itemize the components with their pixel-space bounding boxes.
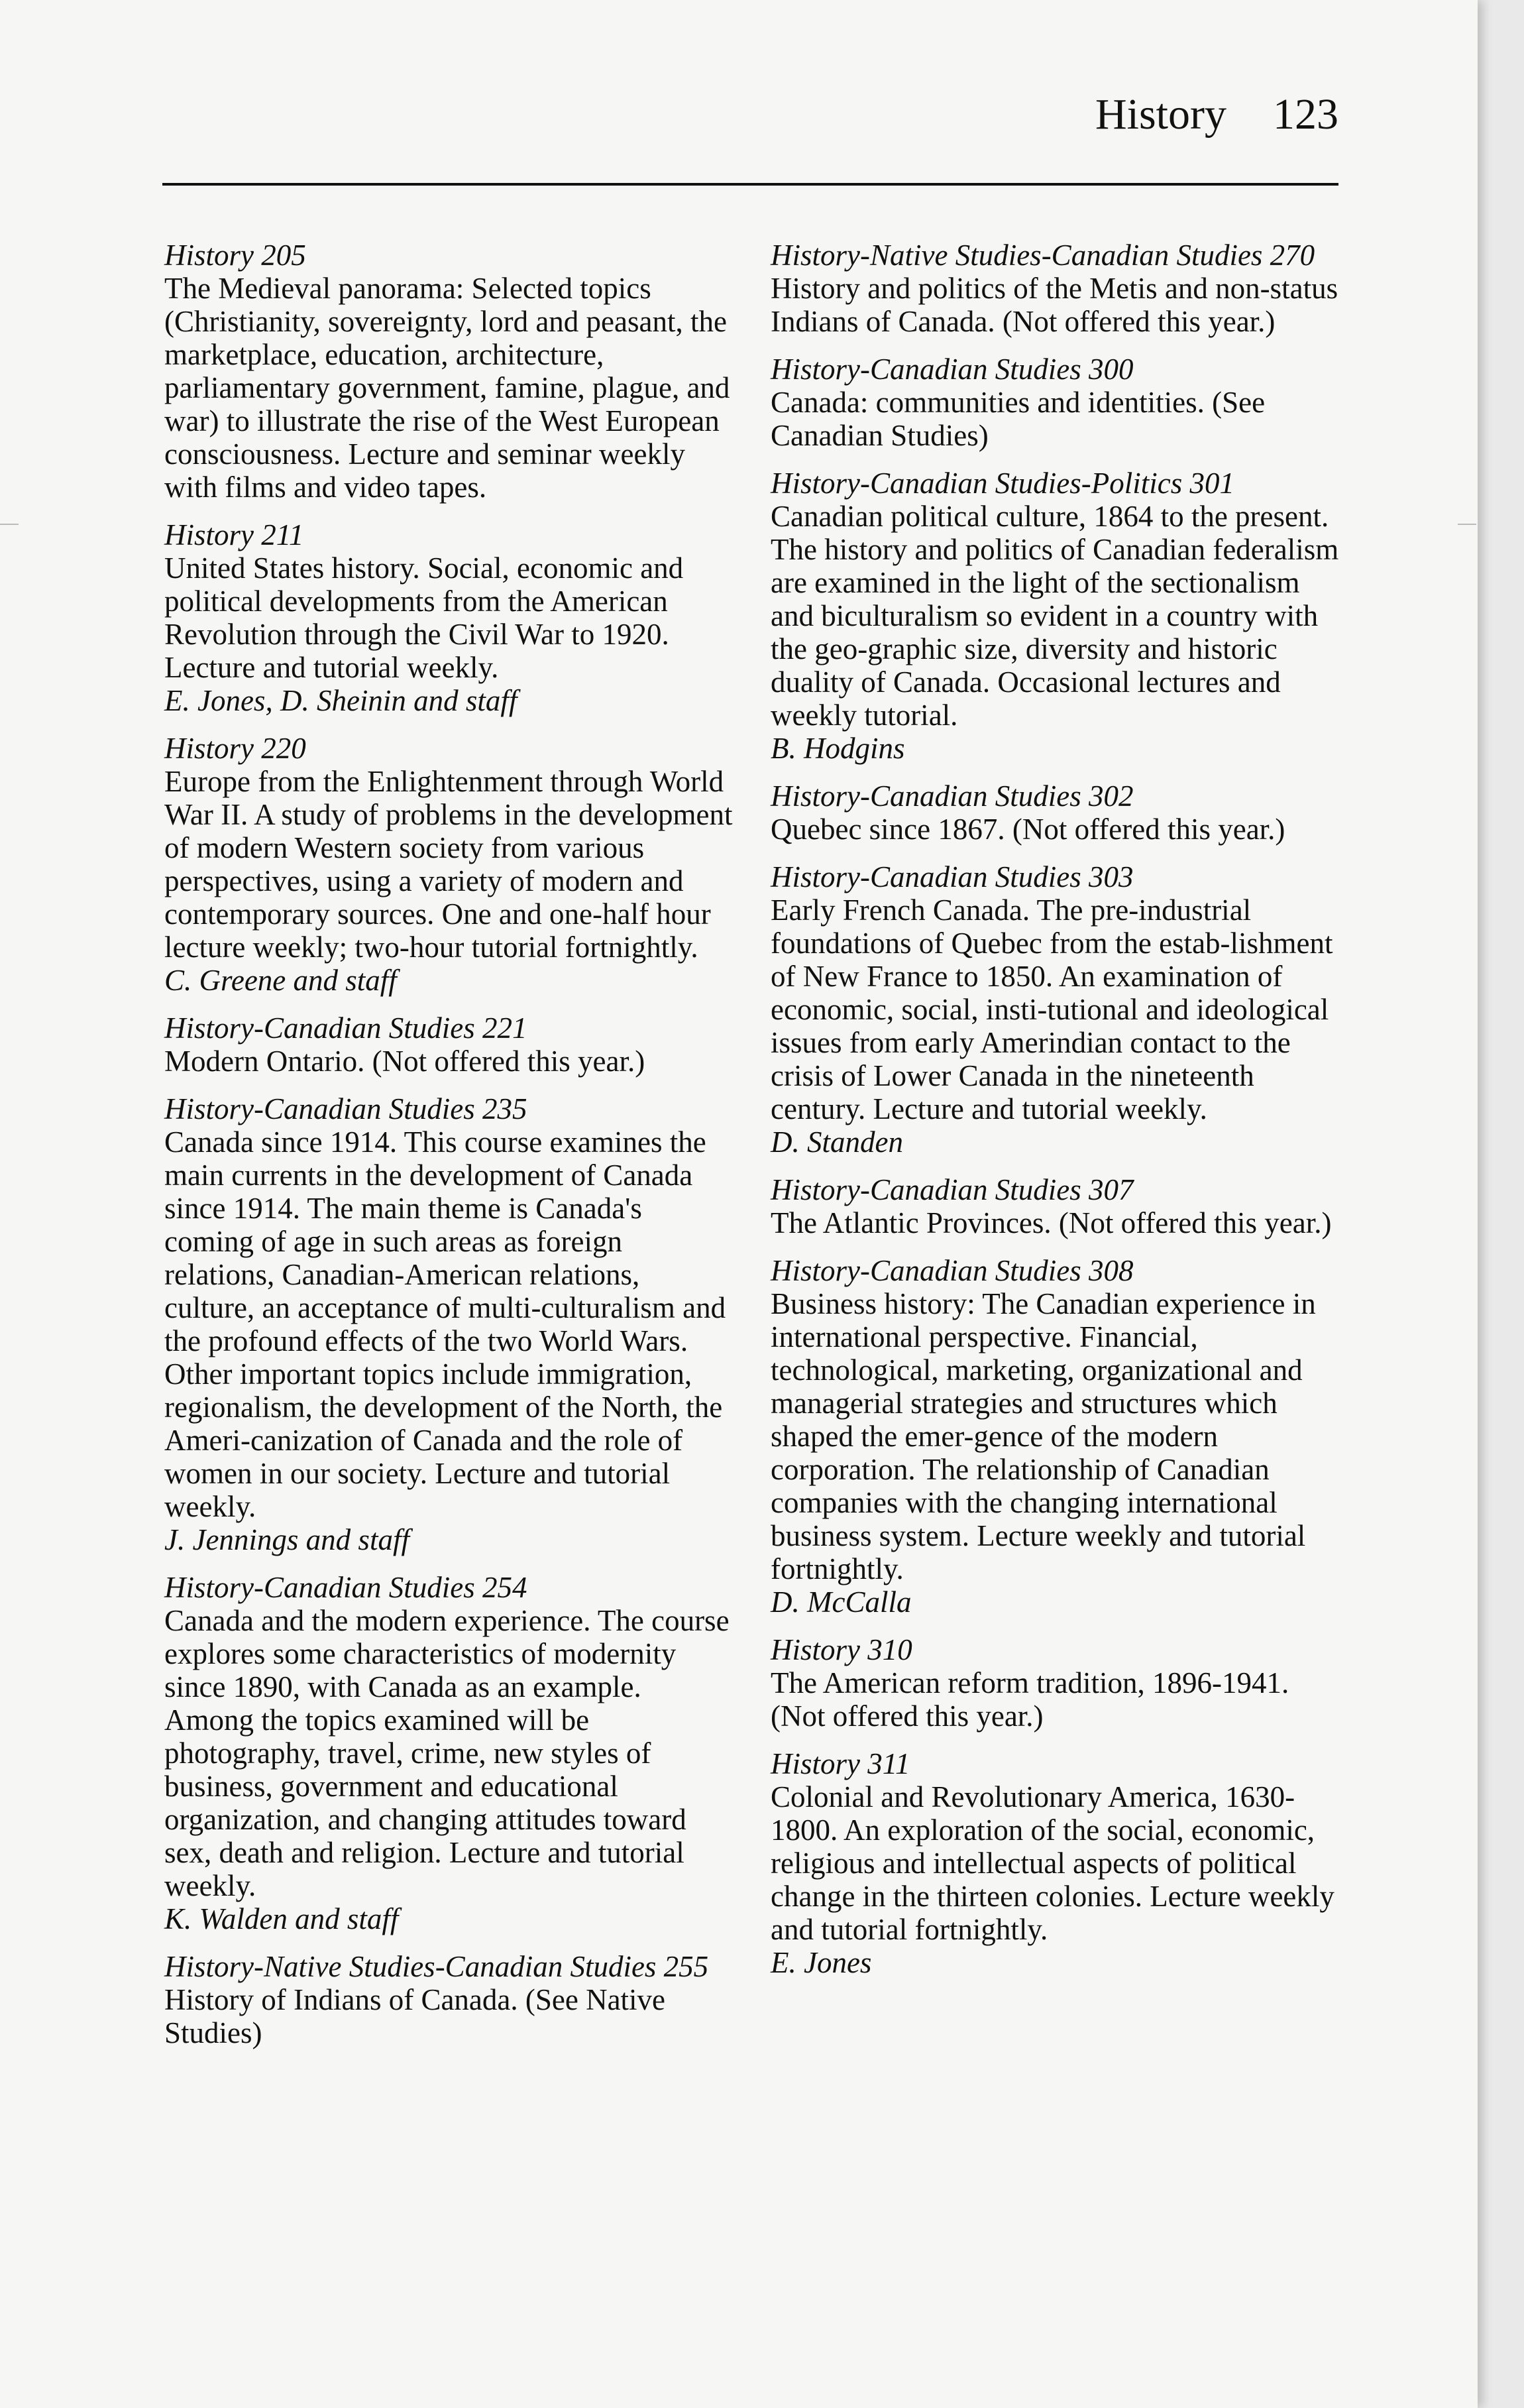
course-entry	[164, 732, 734, 997]
course-code: History-Canadian Studies 303	[771, 860, 1134, 893]
course-code: History-Canadian Studies 254	[164, 1571, 527, 1604]
course-entry	[164, 239, 734, 504]
course-code: History-Canadian Studies 308	[771, 1254, 1134, 1287]
course-code: History 220	[164, 732, 306, 765]
course-entry	[164, 1011, 734, 1078]
course-entry	[771, 1633, 1340, 1733]
course-description: History and politics of the Metis and non-status Indians of Canada. (Not offered this year.)	[771, 272, 1338, 338]
course-code: History-Canadian Studies 235	[164, 1092, 527, 1125]
course-description: Canada since 1914. This course examines the main currents in the development of Canada since 1914. The main theme is Canada's coming of age in such areas as foreign relations, Canadian-American relations, culture, an acceptance of multi-culturalism and the profound effects of the two World Wars. Other important topics include immigration, regionalism, the development of the North, the Ameri-canization of Canada and the role of women in our society. Lecture and tutorial weekly.	[164, 1125, 726, 1523]
course-description: The Medieval panorama: Selected topics (Christianity, sovereignty, lord and peasant, the marketplace, education, architecture, parliamentary government, famine, plague, and war) to illustrate the rise of the West European consciousness. Lecture and seminar weekly with films and video tapes.	[164, 272, 730, 504]
course-code: History 211	[164, 518, 304, 551]
course-entry	[164, 1092, 734, 1556]
course-entry	[164, 1950, 734, 2049]
course-instructor: D. McCalla	[771, 1585, 912, 1619]
course-code: History-Canadian Studies 307	[771, 1173, 1134, 1206]
page-header	[0, 90, 1338, 139]
right-column	[771, 239, 1340, 1994]
course-instructor: C. Greene and staff	[164, 964, 397, 997]
course-entry	[771, 239, 1340, 338]
course-instructor: J. Jennings and staff	[164, 1523, 409, 1556]
course-code: History-Canadian Studies 302	[771, 779, 1134, 813]
course-instructor: E. Jones, D. Sheinin and staff	[164, 684, 517, 717]
course-code: History-Canadian Studies 221	[164, 1011, 527, 1045]
course-entry	[164, 1571, 734, 1935]
course-entry	[771, 1254, 1340, 1619]
course-code: History-Native Studies-Canadian Studies 255	[164, 1950, 709, 1983]
course-code: History 205	[164, 239, 306, 272]
course-instructor: D. Standen	[771, 1125, 903, 1159]
course-instructor: E. Jones	[771, 1946, 872, 1979]
course-description: The Atlantic Provinces. (Not offered this year.)	[771, 1206, 1332, 1239]
course-code: History-Canadian Studies-Politics 301	[771, 467, 1234, 500]
course-description: Canada and the modern experience. The course explores some characteristics of modernity since 1890, with Canada as an example. Among the topics examined will be photography, travel, crime, new styles of business, government and educational organization, and changing attitudes toward sex, death and religion. Lecture and tutorial weekly.	[164, 1604, 730, 1902]
page-number: 123	[1273, 90, 1338, 139]
course-description: Quebec since 1867. (Not offered this year.)	[771, 813, 1285, 846]
course-code: History-Native Studies-Canadian Studies 270	[771, 239, 1315, 272]
course-description: Canada: communities and identities. (See Canadian Studies)	[771, 386, 1266, 452]
course-instructor: K. Walden and staff	[164, 1902, 399, 1935]
registration-mark	[1458, 524, 1476, 525]
course-entry	[771, 1173, 1340, 1239]
course-description: United States history. Social, economic and political developments from the American Revolution through the Civil War to 1920. Lecture and tutorial weekly.	[164, 551, 684, 684]
course-description: History of Indians of Canada. (See Native Studies)	[164, 1983, 666, 2049]
course-description: Early French Canada. The pre-industrial foundations of Quebec from the estab-lishment of New France to 1850. An examination of economic, social, insti-tutional and ideological issues from early Amerindian contact to the crisis of Lower Canada in the nineteenth century. Lecture and tutorial weekly.	[771, 893, 1333, 1125]
course-code: History-Canadian Studies 300	[771, 353, 1134, 386]
course-description: Canadian political culture, 1864 to the present. The history and politics of Canadian federalism are examined in the light of the sectionalism and biculturalism so evident in a country with the geo-graphic size, diversity and historic duality of Canada. Occasional lectures and weekly tutorial.	[771, 500, 1339, 732]
course-description: Modern Ontario. (Not offered this year.)	[164, 1045, 645, 1078]
course-description: Europe from the Enlightenment through World War II. A study of problems in the development of modern Western society from various perspectives, using a variety of modern and contemporary sources. One and one-half hour lecture weekly; two-hour tutorial fortnightly.	[164, 765, 733, 964]
course-code: History 311	[771, 1747, 910, 1780]
left-column	[164, 239, 734, 2064]
course-description: Colonial and Revolutionary America, 1630-1800. An exploration of the social, economic, religious and intellectual aspects of political change in the thirteen colonies. Lecture weekly and tutorial fortnightly.	[771, 1780, 1334, 1946]
course-entry	[771, 779, 1340, 846]
course-entry	[771, 860, 1340, 1159]
course-description: Business history: The Canadian experience in international perspective. Financial, technological, marketing, organizational and managerial strategies and structures which shaped the emer-gence of the modern corporation. The relationship of Canadian companies with the changing international business system. Lecture weekly and tutorial fortnightly.	[771, 1287, 1316, 1585]
header-rule	[162, 183, 1338, 186]
section-title: History	[1095, 90, 1226, 139]
course-entry	[771, 1747, 1340, 1979]
course-description: The American reform tradition, 1896-1941. (Not offered this year.)	[771, 1666, 1289, 1733]
course-entry	[164, 518, 734, 717]
course-code: History 310	[771, 1633, 912, 1666]
registration-mark	[0, 524, 19, 525]
course-entry	[771, 467, 1340, 765]
course-instructor: B. Hodgins	[771, 732, 905, 765]
course-entry	[771, 353, 1340, 452]
